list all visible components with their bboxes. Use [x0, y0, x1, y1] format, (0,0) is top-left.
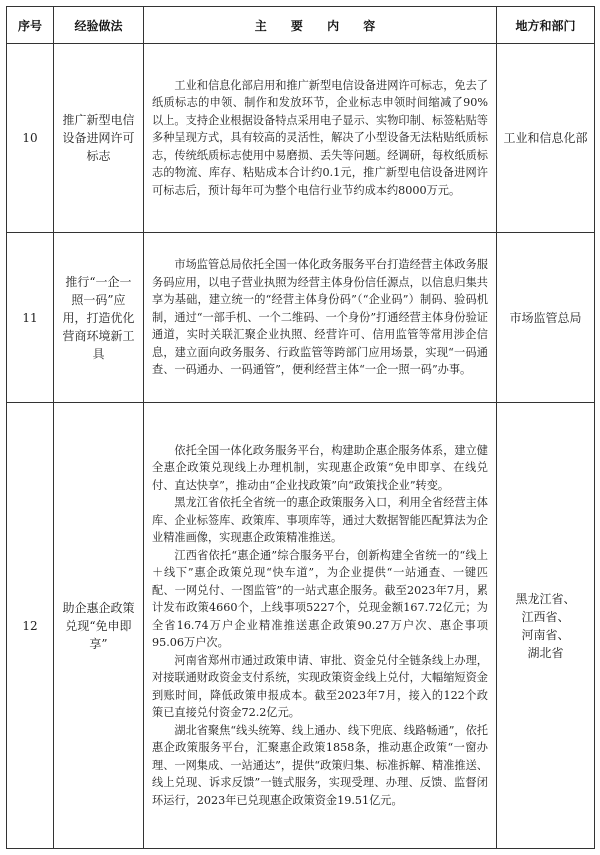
- content-paragraph: 黑龙江省依托全省统一的惠企政策服务入口，利用全省经营主体库、企业标签库、政策库、事项库等，通过大数据智能匹配算法为企业精准画像，实现惠企政策精准推送。: [152, 496, 488, 545]
- table-row: [7, 403, 595, 849]
- table-row: [7, 233, 595, 403]
- row-content: [144, 44, 497, 233]
- content-paragraph: 江西省依托“惠企通”综合服务平台，创新构建全省统一的“线上＋线下”惠企政策兑现“快车道”，为企业提供“一站通查、一键匹配、一网兑付、一图监管”的一站式惠企服务。截至2023年7月，累计发布政策4660个，上线事项5227个，兑现金额167.72亿元；为全省16.74万户企业精准推送惠企政策90.27万户次、惠企事项95.06万户次。: [152, 548, 488, 650]
- content-paragraph: 依托全国一体化政务服务平台，构建助企惠企服务体系，建立健全惠企政策兑现线上办理机制，实现惠企政策“免申即享、在线兑付、直达快享”，推动由“企业找政策”向“政策找企业”转变。: [152, 443, 488, 492]
- row-dept: 工业和信息化部: [497, 44, 595, 233]
- row-number: 12: [7, 403, 54, 849]
- row-method: 推广新型电信设备进网许可标志: [54, 44, 144, 233]
- header-no: 序号: [7, 7, 54, 44]
- content-paragraph: 工业和信息化部启用和推广新型电信设备进网许可标志，免去了纸质标志的申领、制作和发放环节，企业标志申领时间缩减了90%以上。支持企业根据设备特点采用电子显示、实物印制、标签粘贴等多种呈现方式，具有较高的灵活性，解决了小型设备无法粘贴纸质标志，传统纸质标志使用中易磨损、丢失等问题。经调研，每枚纸质标志的物流、库存、粘贴成本合计约0.1元，推广新型电信设备进网许可标志后，预计每年可为整个电信行业节约成本约8000万元。: [152, 78, 488, 197]
- dept-line: 河南省、: [521, 627, 570, 642]
- row-dept: [497, 403, 595, 849]
- row-number: 10: [7, 44, 54, 233]
- row-method: 助企惠企政策兑现“免申即享”: [54, 403, 144, 849]
- row-dept: 市场监管总局: [497, 233, 595, 403]
- table-row: [7, 44, 595, 233]
- dept-line: 江西省、: [521, 609, 570, 624]
- experience-table: [6, 6, 595, 849]
- dept-line: 黑龙江省、: [515, 591, 576, 606]
- dept-line: 湖北省: [527, 645, 564, 660]
- content-paragraph: 河南省郑州市通过政策申请、审批、资金兑付全链条线上办理，对接联通财政资金支付系统，实现政策资金线上兑付，大幅缩短资金到账时间，降低政策申报成本。截至2023年7月，接入的122个政策已直接兑付资金72.2亿元。: [152, 653, 488, 720]
- row-content: [144, 403, 497, 849]
- content-paragraph: 湖北省聚焦“线头统筹、线上通办、线下兜底、线路畅通”，依托惠企政策服务平台，汇聚惠企政策1858条，推动惠企政策“一窗办理、一网集成、一站通达”，提供“政策归集、标准拆解、精准推送、线上兑现、诉求反馈”一链式服务，实现受理、办理、反馈、监督闭环运行，2023年已兑现惠企政策资金19.51亿元。: [152, 723, 488, 807]
- header-row: [7, 7, 595, 44]
- header-method: 经验做法: [54, 7, 144, 44]
- row-content: [144, 233, 497, 403]
- row-number: 11: [7, 233, 54, 403]
- content-paragraph: 市场监管总局依托全国一体化政务服务平台打造经营主体政务服务码应用，以电子营业执照为经营主体身份信任源点，以信息归集共享为基础，建立统一的“经营主体身份码”（“企业码”）制码、验码机制，通过“一部手机、一个二维码、一个身份”打通经营主体身份验证通道，实时关联汇聚企业执照、经营许可、信用监管等常用涉企信息，建立面向政务服务、行政监管等跨部门应用场景，实现“一码通查、一码通办、一码通管”，便利经营主体“一企一照一码”办事。: [152, 258, 488, 377]
- header-dept: 地方和部门: [497, 7, 595, 44]
- header-content: 主 要 内 容: [144, 7, 497, 44]
- row-method: 推行“一企一照一码”应用，打造优化营商环境新工具: [54, 233, 144, 403]
